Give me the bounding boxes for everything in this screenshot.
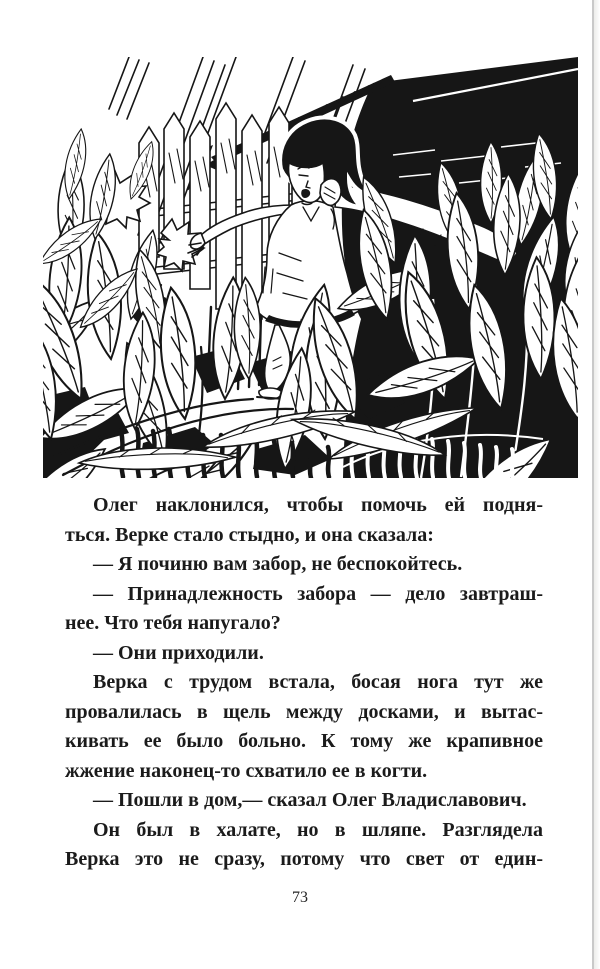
text-line: — Они приходили. <box>93 641 264 664</box>
text-line: — Принадлежность забора — дело завтраш- <box>93 582 543 605</box>
text-line: Верка это не сразу, потому что свет от един- <box>65 848 543 870</box>
text-line: — Пошли в дом,— сказал Олег Владиславович. <box>93 789 527 811</box>
text-line: кивать ее было больно. К тому же крапивное <box>65 730 543 752</box>
story-illustration <box>43 57 578 478</box>
text-line: Олег наклонился, чтобы помочь ей подня- <box>93 494 543 516</box>
text-line: ться. Верке стало стыдно, и она сказала: <box>65 523 434 546</box>
text-line: нее. Что тебя напугало? <box>65 612 281 634</box>
girl-right-hand <box>320 179 341 206</box>
text-line: Верка с трудом встала, босая нога тут же <box>93 671 543 693</box>
story-text <box>65 491 543 875</box>
text-line: провалилась в щель между досками, и вытас- <box>65 700 543 723</box>
text-line: — Я починю вам забор, не беспокойтесь. <box>93 553 463 575</box>
page-edge-shadow <box>594 0 600 969</box>
text-line: жжение наконец-то схватило ее в когти. <box>65 759 428 782</box>
page-number: 73 <box>292 889 308 906</box>
text-line: Он был в халате, но в шляпе. Разглядела <box>93 818 543 841</box>
